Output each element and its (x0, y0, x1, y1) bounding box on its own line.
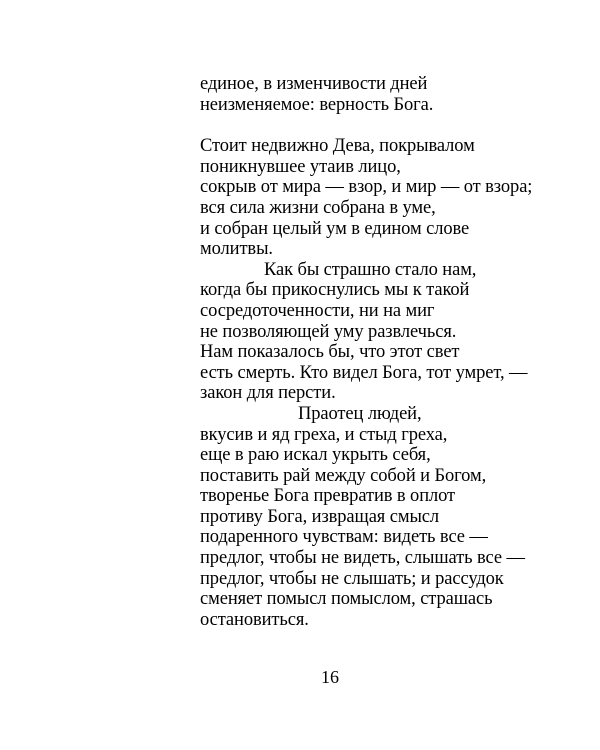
poem-line: остановиться. (200, 609, 309, 630)
poem-line: Нам показалось бы, что этот свет (200, 342, 460, 363)
poem-line: подаренного чувствам: видеть все — (200, 527, 488, 548)
poem-line: Праотец людей, (298, 403, 422, 424)
poem-line: еще в раю искал укрыть себя, (200, 445, 431, 466)
poem-line: неизменяемое: верность Бога. (200, 94, 434, 115)
poem-line: поставить рай между собой и Богом, (200, 465, 487, 486)
poem-line: сокрыв от мира — взор, и мир — от взора; (200, 177, 533, 198)
poem-text (200, 74, 560, 630)
poem-line: закон для персти. (200, 383, 336, 404)
poem-line: не позволяющей уму развлечься. (200, 321, 457, 342)
poem-line: когда бы прикоснулись мы к такой (200, 280, 470, 301)
poem-line: единое, в изменчивости дней (200, 74, 428, 94)
page-number: 16 (321, 667, 339, 687)
poem-line: и собран целый ум в едином слове (200, 218, 470, 239)
poem-line: есть смерть. Кто видел Бога, тот умрет, — (200, 362, 528, 383)
poem-line: противу Бога, извращая смысл (200, 506, 440, 527)
poem-line: вся сила жизни собрана в уме, (200, 197, 436, 218)
poem-line: вкусив и яд греха, и стыд греха, (200, 424, 448, 445)
poem-line: Стоит недвижно Дева, покрывалом (200, 136, 475, 157)
poem-line: предлог, чтобы не слышать; и рассудок (200, 568, 504, 589)
stanza-gap (200, 115, 560, 136)
poem-line: творенье Бога превратив в оплот (200, 486, 456, 507)
poem-line: молитвы. (200, 239, 273, 260)
poem-line: сменяет помысл помыслом, страшась (200, 589, 493, 610)
poem-line: предлог, чтобы не видеть, слышать все — (200, 548, 525, 569)
poem-line: сосредоточенности, ни на миг (200, 300, 435, 321)
poem-line: Как бы страшно стало нам, (264, 259, 477, 280)
poem-line: поникнувшее утаив лицо, (200, 156, 401, 177)
